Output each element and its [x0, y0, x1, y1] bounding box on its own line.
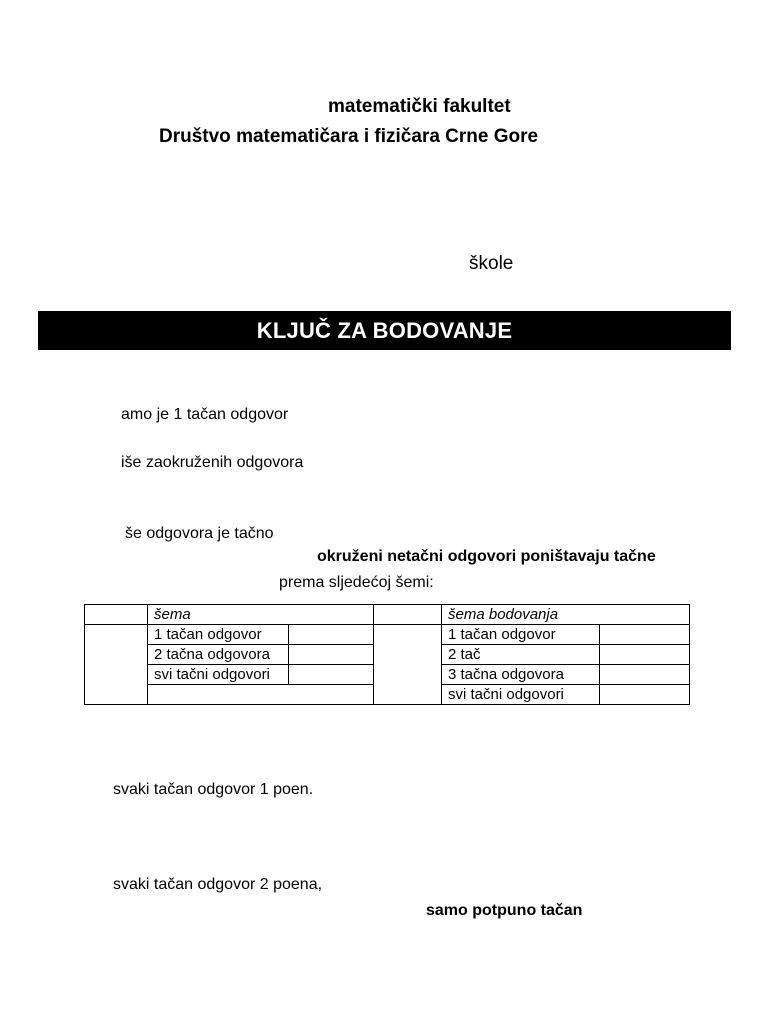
- table-cell: [289, 625, 374, 645]
- table-cell: [85, 625, 148, 705]
- table-cell: [374, 625, 442, 705]
- instruction-line-3: še odgovora je tačno: [125, 525, 274, 542]
- footer-line-3: samo potpuno tačan: [426, 902, 583, 919]
- instruction-line-2: iše zaokruženih odgovora: [121, 454, 304, 471]
- table-cell: 2 tač: [442, 645, 600, 665]
- instruction-line-5: prema sljedećoj šemi:: [279, 574, 434, 591]
- table-cell: [600, 625, 690, 645]
- table-cell: [148, 685, 374, 705]
- scoring-table: [84, 604, 690, 705]
- header-school: škole: [469, 253, 514, 274]
- header-faculty: matematički fakultet: [328, 96, 511, 117]
- footer-line-1: svaki tačan odgovor 1 poen.: [113, 781, 314, 798]
- instruction-line-4: okruženi netačni odgovori poništavaju tačne: [317, 548, 656, 565]
- table-cell: [289, 665, 374, 685]
- table-cell: svi tačni odgovori: [442, 685, 600, 705]
- table-cell: 1 tačan odgovor: [148, 625, 289, 645]
- table-cell: 1 tačan odgovor: [442, 625, 600, 645]
- table-cell: 2 tačna odgovora: [148, 645, 289, 665]
- table-cell: [85, 605, 148, 625]
- footer-line-2: svaki tačan odgovor 2 poena,: [113, 876, 323, 893]
- table-cell: [374, 605, 442, 625]
- table-cell: svi tačni odgovori: [148, 665, 289, 685]
- instruction-line-1: amo je 1 tačan odgovor: [121, 406, 289, 423]
- table-cell: [289, 645, 374, 665]
- header-society: Društvo matematičara i fizičara Crne Gore: [159, 126, 539, 147]
- table-header-right: šema bodovanja: [442, 605, 690, 625]
- table-header-left: šema: [148, 605, 374, 625]
- table-cell: 3 tačna odgovora: [442, 665, 600, 685]
- table-row: [85, 605, 690, 625]
- page-title: KLJUČ ZA BODOVANJE: [38, 311, 731, 350]
- table-cell: [600, 685, 690, 705]
- table-cell: [600, 645, 690, 665]
- table-cell: [600, 665, 690, 685]
- table-row: [85, 625, 690, 645]
